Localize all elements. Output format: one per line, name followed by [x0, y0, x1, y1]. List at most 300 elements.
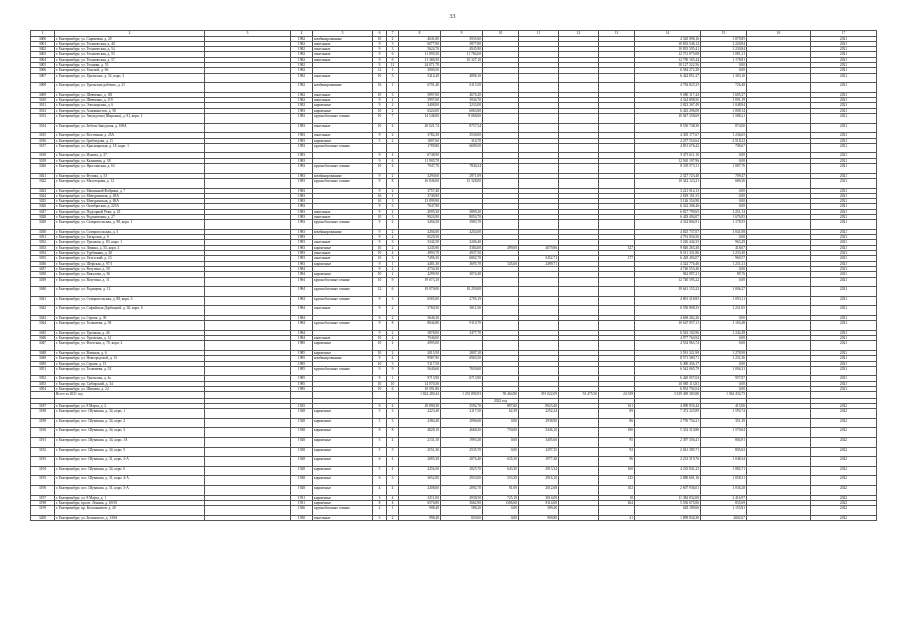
table-cell: 2022: [811, 447, 877, 457]
table-cell: 4: [387, 123, 399, 133]
table-cell: 829,60: [441, 515, 483, 520]
table-cell: 709,47: [701, 173, 747, 178]
table-cell: 10: [387, 381, 399, 386]
table-cell: [519, 287, 559, 297]
table-cell: 5: [387, 73, 399, 83]
table-cell: [599, 73, 635, 83]
table-cell: г. Екатеринбург, ул. Ярославская, д. 63: [55, 164, 205, 174]
table-cell: 7647,90: [399, 204, 441, 209]
table-row: [31, 123, 877, 133]
table-cell: 8: [387, 428, 399, 438]
table-cell: 4: [387, 485, 399, 495]
table-cell: 10: [373, 214, 387, 219]
table-cell: 3036: [31, 261, 55, 266]
table-cell: 3194: [31, 466, 55, 476]
table-cell: 4: [387, 403, 399, 408]
table-cell: 3006: [31, 68, 55, 73]
table-cell: г. Екатеринбург, ул. Техническая, д. 55: [55, 52, 205, 57]
table-cell: 19 879,00: [399, 287, 441, 297]
table-cell: 1 231,41: [701, 261, 747, 266]
table-cell: 957,87: [701, 376, 747, 381]
table-cell: [483, 321, 519, 331]
table-cell: [747, 277, 811, 287]
table-cell: 750,00: [483, 428, 519, 438]
table-cell: 1 278,90: [701, 351, 747, 356]
table-cell: 1985: [291, 361, 313, 366]
table-cell: 3935,60: [441, 36, 483, 41]
table-cell: 5662,90: [441, 500, 483, 505]
table-cell: 725,10: [483, 495, 519, 500]
table-cell: 12 565 197,96: [635, 158, 701, 163]
table-cell: 3016: [31, 138, 55, 143]
table-cell: 2 257 554,64: [635, 138, 701, 143]
table-cell: 2: [387, 108, 399, 113]
table-cell: [747, 123, 811, 133]
table-cell: 3997,00: [399, 98, 441, 103]
table-cell: г. Екатеринбург, ул. Ставропольская, д. 88, корп. 3: [55, 296, 205, 306]
table-cell: [747, 428, 811, 438]
table-cell: 1 081,21: [701, 52, 747, 57]
table-cell: 2021: [811, 158, 877, 163]
table-cell: [387, 143, 399, 153]
table-cell: [747, 321, 811, 331]
table-cell: 10: [373, 251, 387, 256]
table-cell: 1983: [291, 261, 313, 266]
table-cell: 41: [599, 515, 635, 520]
table-cell: [559, 437, 599, 447]
table-cell: 2021: [811, 376, 877, 381]
table-cell: 0,00: [701, 235, 747, 240]
table-cell: 5446,10: [519, 428, 559, 438]
table-cell: 4: [387, 466, 399, 476]
table-cell: г. Екатеринбург, ул. Томской, д. 66: [55, 68, 205, 73]
table-cell: 9 068,00: [441, 114, 483, 124]
table-cell: 6 550 808,35: [635, 306, 701, 316]
table-cell: 1928: [291, 485, 313, 495]
table-cell: 1: [387, 193, 399, 198]
table-cell: 6 542 065,79: [635, 366, 701, 376]
table-cell: 1931: [291, 495, 313, 500]
table-cell: 1 048,34: [701, 457, 747, 467]
table-cell: 2: [387, 315, 399, 320]
table-cell: 8: [373, 500, 387, 505]
table-cell: 9: [373, 240, 387, 245]
table-cell: г. Екатеринбург, ул. Шевченко, д. 181: [55, 92, 205, 97]
table-cell: 3: [387, 409, 399, 419]
table-cell: 0,00: [701, 193, 747, 198]
table-cell: 1 605,37: [701, 92, 747, 97]
table-cell: 9: [373, 133, 387, 138]
table-cell: г. Екатеринбург, пос. Шувакиш, д. 34, корп. 1: [55, 409, 205, 419]
table-cell: 1985: [291, 341, 313, 351]
table-cell: 6 827 799,65: [635, 209, 701, 214]
table-cell: 5 556 675,06: [635, 500, 701, 505]
table-cell: 3051: [31, 366, 55, 376]
table-cell: 8: [387, 321, 399, 331]
table-cell: 7840,34: [441, 164, 483, 174]
table-cell: 2021: [811, 214, 877, 219]
table-cell: 4 305 177,67: [635, 133, 701, 138]
table-cell: 3005: [31, 63, 55, 68]
table-cell: [747, 178, 811, 188]
page-number: 33: [449, 14, 456, 20]
table-cell: г. Екатеринбург, ул. Ильича, д. 27: [55, 153, 205, 158]
table-row: [31, 143, 877, 153]
table-row: [31, 466, 877, 476]
table-cell: 2021: [811, 103, 877, 108]
table-cell: 1982: [291, 57, 313, 62]
table-cell: г. Екатеринбург, ул. Ленина, д. 55, корп. 3: [55, 245, 205, 250]
table-cell: 1 824 280,44: [399, 392, 441, 398]
table-cell: г. Екатеринбург, ул. Уральских рабочих, д. 21: [55, 83, 205, 93]
table-cell: [483, 73, 519, 83]
table-cell: 316,70: [441, 138, 483, 143]
table-cell: 1984: [291, 266, 313, 271]
table-cell: 2384,40: [399, 418, 441, 428]
table-cell: 1 178,81: [701, 57, 747, 62]
table-cell: 4 825 737,07: [635, 229, 701, 234]
table-cell: [441, 341, 483, 351]
table-cell: 14 548,00: [399, 114, 441, 124]
table-cell: 1931: [291, 500, 313, 505]
table-cell: 0,00: [483, 515, 519, 520]
table-cell: г. Екатеринбург, пос. Шувакиш, д. 34, корп. 3: [55, 428, 205, 438]
table-cell: 3: [387, 476, 399, 486]
table-cell: 2: [387, 173, 399, 178]
table-cell: 0,00: [701, 158, 747, 163]
table-cell: 3189: [31, 418, 55, 428]
table-cell: [373, 143, 387, 153]
table-cell: 96: [599, 457, 635, 467]
table-cell: кирпичные: [313, 476, 373, 486]
table-cell: панельные: [313, 92, 373, 97]
table-cell: 6: [387, 52, 399, 57]
table-cell: 12: [387, 63, 399, 68]
table-cell: 9: [373, 235, 387, 240]
table-cell: 4254,00: [441, 229, 483, 234]
table-cell: 10: [373, 108, 387, 113]
table-cell: 3: [387, 199, 399, 204]
table-cell: 11 382 832,00: [635, 495, 701, 500]
table-cell: 1928: [291, 418, 313, 428]
table-cell: [483, 287, 519, 297]
table-row: [31, 178, 877, 188]
table-cell: г. Екатеринбург, ул. Ставропольская, д. 3: [55, 229, 205, 234]
table-cell: 1 570,04: [701, 428, 747, 438]
table-cell: 3: [387, 204, 399, 209]
table-row: [31, 515, 877, 520]
table-cell: 5117,50: [399, 361, 441, 366]
table-cell: [519, 341, 559, 351]
table-cell: [483, 306, 519, 316]
table-cell: 1 303,10: [701, 73, 747, 83]
table-row: [31, 220, 877, 230]
table-cell: 2: [387, 36, 399, 41]
table-cell: г. Екатеринбург, ул. Ставропольская, д. 98, корп. 1: [55, 220, 205, 230]
table-cell: 1: [387, 376, 399, 381]
table-cell: 3000: [31, 36, 55, 41]
table-cell: 2022 год: [483, 398, 519, 403]
table-cell: 160: [599, 466, 635, 476]
table-cell: 4 534 963,74: [635, 341, 701, 351]
table-cell: 3074,40: [441, 272, 483, 277]
table-cell: 5897,00: [399, 92, 441, 97]
table-row: [31, 277, 877, 287]
table-cell: 2 327 723,40: [635, 173, 701, 178]
table-cell: [205, 83, 291, 93]
table-cell: 6 543 102,96: [635, 330, 701, 335]
table-cell: 2971,09: [441, 173, 483, 178]
table-cell: 2092,70: [441, 485, 483, 495]
table-cell: 0,00: [483, 447, 519, 457]
table-cell: 2021: [811, 123, 877, 133]
table-cell: 726,48: [701, 83, 747, 93]
table-cell: 3: [387, 47, 399, 52]
table-cell: кирпичные: [313, 495, 373, 500]
table-cell: 3001: [31, 41, 55, 46]
table-cell: 9: [373, 330, 387, 335]
table-cell: 1983: [291, 240, 313, 245]
table-cell: 2: [387, 188, 399, 193]
table-cell: 10: [599, 495, 635, 500]
table-cell: 58 464,80: [483, 392, 519, 398]
table-cell: 2: [387, 103, 399, 108]
table-cell: 3193: [31, 457, 55, 467]
table-cell: 0,00: [701, 204, 747, 209]
table-cell: [599, 143, 635, 153]
table-cell: 2022: [811, 418, 877, 428]
table-cell: 8 571 380,71: [635, 356, 701, 361]
table-cell: 3190: [31, 428, 55, 438]
table-cell: 3012: [31, 108, 55, 113]
table-cell: 1 236,65: [701, 133, 747, 138]
table-cell: 5592,70: [441, 403, 483, 408]
table-cell: 3200: [31, 515, 55, 520]
table-cell: 10: [373, 164, 387, 174]
table-cell: 7947,70: [399, 164, 441, 174]
table-cell: 10: [373, 92, 387, 97]
table-cell: 0,00: [701, 266, 747, 271]
table-cell: г. Екатеринбург, пр. Сибирский, д. 34: [55, 381, 205, 386]
table-cell: 5624,70: [399, 47, 441, 52]
table-cell: [747, 296, 811, 306]
table-cell: [519, 114, 559, 124]
table-cell: панельные: [313, 98, 373, 103]
table-cell: 2021: [811, 83, 877, 93]
table-cell: 6 423 296,08: [635, 108, 701, 113]
table-cell: 6 420 057,04: [635, 376, 701, 381]
table-cell: 12 750 165,44: [635, 57, 701, 62]
table-cell: 1983: [291, 173, 313, 178]
table-cell: [599, 178, 635, 188]
table-cell: [205, 418, 291, 428]
table-cell: 0,00: [701, 381, 747, 386]
table-cell: 835,69: [701, 500, 747, 505]
table-row: [31, 114, 877, 124]
table-cell: г. Екатеринбург, пос. Шувакиш, д. 34, корп. 5: [55, 447, 205, 457]
table-cell: 0,00: [701, 341, 747, 351]
table-cell: [205, 73, 291, 83]
table-cell: 2021: [811, 251, 877, 256]
table-cell: 1928: [291, 447, 313, 457]
table-cell: г. Екатеринбург, ул. Техническая, д. 57: [55, 57, 205, 62]
table-cell: 1 041,08: [701, 229, 747, 234]
table-cell: панельные: [313, 214, 373, 219]
table-cell: [483, 164, 519, 174]
table-cell: 10: [373, 387, 387, 392]
table-cell: 9713,90: [399, 376, 441, 381]
table-cell: крупноблочные сенные: [313, 506, 373, 516]
table-cell: 1983: [291, 188, 313, 193]
table-cell: г. Екатеринбург, пос. Шувакиш, д. 34, корп. 6: [55, 466, 205, 476]
table-cell: 4095,30: [399, 209, 441, 214]
table-cell: 9: [373, 178, 387, 188]
table-cell: панельные: [313, 336, 373, 341]
table-cell: 1982: [291, 52, 313, 57]
table-cell: г. Екатеринбург, просп. Ленина, д. 69/10: [55, 500, 205, 505]
table-cell: 874,00: [701, 123, 747, 133]
table-cell: 2021: [811, 341, 877, 351]
column-header: 14: [635, 31, 701, 37]
table-cell: 4: [387, 457, 399, 467]
table-cell: 2021: [811, 164, 877, 174]
table-cell: г. Екатеринбург, пос. Шувакиш, д. 31, корп. 5-А: [55, 485, 205, 495]
table-cell: 8: [387, 178, 399, 188]
table-cell: 4937,50: [441, 251, 483, 256]
table-cell: 11 380,50: [399, 57, 441, 62]
table-cell: 1 588,21: [701, 114, 747, 124]
table-cell: 2: [373, 506, 387, 516]
table-cell: 8054,70: [441, 214, 483, 219]
table-cell: панельные: [313, 256, 373, 261]
table-cell: 13 899,90: [399, 199, 441, 204]
table-cell: 102: [599, 485, 635, 495]
table-cell: [599, 306, 635, 316]
table-cell: [205, 306, 291, 316]
table-cell: 1983: [291, 204, 313, 209]
table-cell: 2021: [811, 287, 877, 297]
table-cell: 3034: [31, 251, 55, 256]
table-cell: г. Екатеринбург, ул. Татарская, д. 6: [55, 235, 205, 240]
table-cell: [519, 143, 559, 153]
table-cell: 180: [599, 428, 635, 438]
table-cell: 3782,30: [399, 133, 441, 138]
table-cell: 3013: [31, 114, 55, 124]
table-cell: 1 178,55: [701, 220, 747, 230]
table-cell: 1983: [291, 114, 313, 124]
table-cell: [483, 220, 519, 230]
table-cell: [559, 164, 599, 174]
table-cell: [205, 437, 291, 447]
table-cell: 3: [387, 240, 399, 245]
table-cell: комбинированные: [313, 83, 373, 93]
table-cell: 2021: [811, 52, 877, 57]
table-cell: 2 607 936,01: [635, 485, 701, 495]
table-cell: 3039: [31, 277, 55, 287]
table-cell: г. Екатеринбург, ул. Турбинная, д. 40: [55, 251, 205, 256]
table-cell: панельные: [313, 41, 373, 46]
table-cell: 6 429 494,07: [635, 214, 701, 219]
table-cell: 3: [387, 418, 399, 428]
table-cell: 3: [373, 515, 387, 520]
table-cell: 10 091,80: [399, 387, 441, 392]
table-cell: 9: [373, 306, 387, 316]
table-cell: 9: [373, 220, 387, 230]
table-cell: 0,00: [701, 188, 747, 193]
table-cell: г. Екатеринбург, пос. Шувакиш, д. 34, корп. 2: [55, 418, 205, 428]
table-cell: панельные: [313, 57, 373, 62]
table-cell: 588,20: [441, 506, 483, 516]
table-cell: г. Екатеринбург, ул. Бебеля-Заводская, д. 168А: [55, 123, 205, 133]
table-cell: 2021: [811, 36, 877, 41]
table-cell: 1: [387, 68, 399, 73]
table-cell: 0,00: [483, 506, 519, 516]
table-cell: 5: [373, 466, 387, 476]
table-cell: 3188: [31, 409, 55, 419]
table-cell: 2021: [811, 387, 877, 392]
table-cell: 629 189,66: [635, 506, 701, 516]
table-cell: 10: [373, 336, 387, 341]
table-cell: 3 591 321,90: [635, 351, 701, 356]
table-cell: 635,30: [483, 457, 519, 467]
table-cell: 2: [387, 220, 399, 230]
table-cell: г. Екатеринбург, ул. Техники, д. 53: [55, 63, 205, 68]
table-cell: г. Екатеринбург, ул. Военная, д. 6: [55, 351, 205, 356]
table-cell: г. Екатеринбург, ул. Уралмаш, д. 83, корп. 1: [55, 240, 205, 245]
table-cell: панельные: [313, 47, 373, 52]
table-cell: 9 840 263,38: [635, 245, 701, 250]
table-cell: 2 397 356,41: [635, 437, 701, 447]
table-cell: крупноблочные сенные: [313, 220, 373, 230]
table-cell: 3019: [31, 158, 55, 163]
table-row: [31, 437, 877, 447]
table-cell: г. Екатеринбург, ул. Подгорной Реки, д. 23: [55, 209, 205, 214]
table-cell: 4041,80: [399, 36, 441, 41]
table-cell: 2076,40: [441, 457, 483, 467]
table-cell: 1984: [291, 296, 313, 306]
table-cell: 4 784 825,35: [635, 83, 701, 93]
table-cell: 1 251,14: [701, 209, 747, 214]
table-cell: 8 335 573,11: [635, 164, 701, 174]
table-cell: г. Екатеринбург, ул. Викулова, д. 36: [55, 272, 205, 277]
table-cell: 2933,00: [441, 476, 483, 486]
table-cell: 2021: [811, 193, 877, 198]
table-cell: 3198: [31, 500, 55, 505]
table-cell: [205, 466, 291, 476]
table-cell: 2 041 385,71: [635, 447, 701, 457]
table-cell: [519, 321, 559, 331]
table-cell: [559, 114, 599, 124]
table-cell: 6 400 456,17: [635, 361, 701, 366]
table-cell: 8 511 331,86: [635, 251, 701, 256]
table-cell: 1984: [291, 321, 313, 331]
table-cell: 1983: [291, 214, 313, 219]
table-cell: 3011: [31, 103, 55, 108]
table-cell: 9: [373, 173, 387, 178]
table-cell: 1 593,74: [701, 409, 747, 419]
table-cell: 2021: [811, 245, 877, 250]
table-cell: комбинированные: [313, 173, 373, 178]
table-cell: 3047: [31, 341, 55, 351]
table-cell: 1982: [291, 63, 313, 68]
table-cell: крупноблочные сенные: [313, 287, 373, 297]
column-header: 16: [747, 31, 811, 37]
table-cell: 3024: [31, 193, 55, 198]
table-cell: кирпичные: [313, 409, 373, 419]
table-cell: 6: [373, 457, 387, 467]
table-cell: 1928: [291, 428, 313, 438]
table-cell: [205, 366, 291, 376]
